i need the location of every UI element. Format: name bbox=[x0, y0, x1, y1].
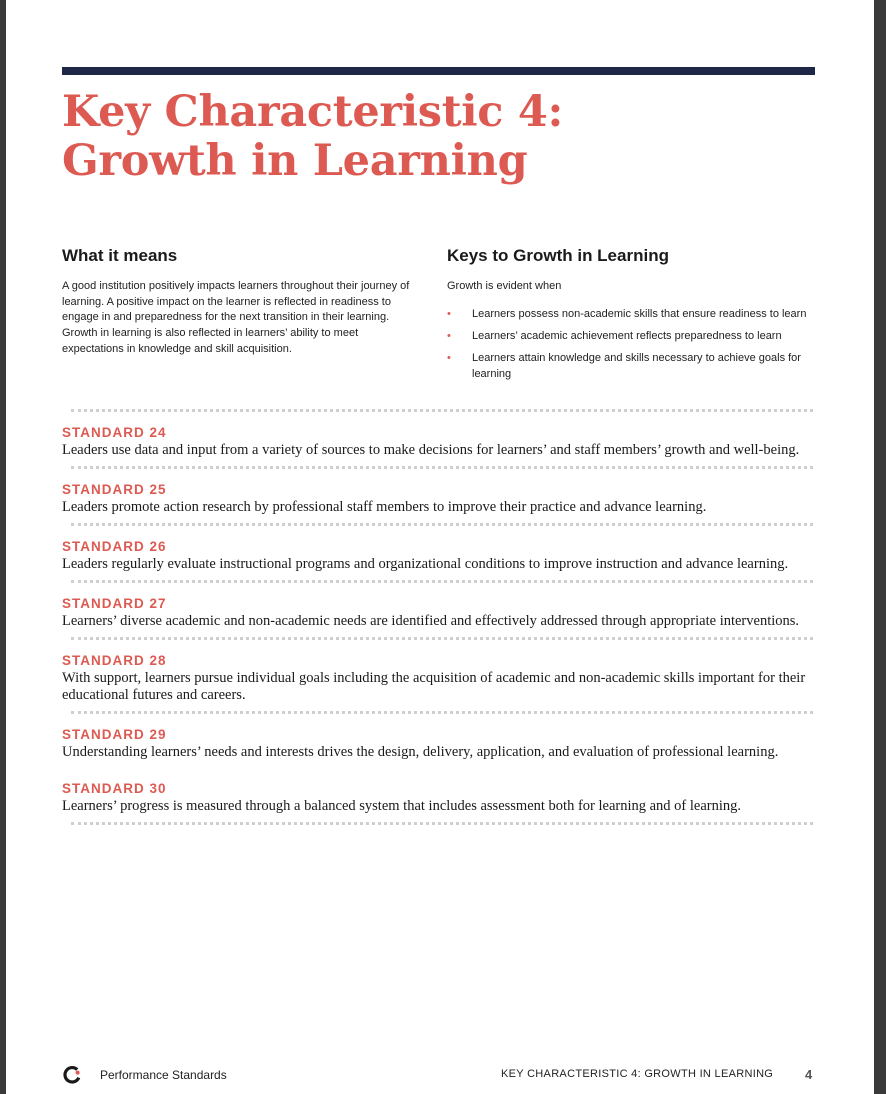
standard-label: STANDARD 30 bbox=[62, 781, 167, 796]
document-page bbox=[6, 0, 874, 1094]
standard-text: Leaders regularly evaluate instructional programs and organizational conditions to improve instruction and advance learning. bbox=[62, 556, 789, 572]
footer-doc-title: Performance Standards bbox=[100, 1068, 227, 1082]
page-number: 4 bbox=[805, 1067, 813, 1082]
what-it-means-body: A good institution positively impacts learners throughout their journey of learning. A positive impact on the learner is reflected in readiness to engage in and preparedness for the next transition in their learning. Growth in learning is also reflected in learners’ ability to meet expectations in knowledge and skill acquisition. bbox=[62, 280, 410, 355]
standard-item bbox=[62, 469, 815, 523]
footer-section-title: KEY CHARACTERISTIC 4: GROWTH IN LEARNING bbox=[501, 1068, 774, 1080]
standards-list bbox=[62, 409, 815, 825]
standard-label: STANDARD 26 bbox=[62, 539, 167, 554]
standard-item bbox=[62, 714, 815, 768]
keys-list-item bbox=[447, 351, 817, 382]
bullet-icon: • bbox=[447, 308, 451, 320]
page-title bbox=[62, 88, 762, 186]
cognia-logo-icon bbox=[62, 1065, 82, 1085]
standard-item bbox=[62, 583, 815, 637]
standard-text: Understanding learners’ needs and interests drives the design, delivery, application, and evaluation of professional learning. bbox=[62, 744, 779, 760]
dotted-divider bbox=[71, 822, 813, 825]
standard-item bbox=[62, 526, 815, 580]
page-title-line-2: Growth in Learning bbox=[62, 136, 528, 186]
standard-text: Learners’ progress is measured through a balanced system that includes assessment both for learning and of learning. bbox=[62, 798, 742, 814]
what-it-means-heading: What it means bbox=[62, 246, 178, 265]
standard-text: With support, learners pursue individual goals including the acquisition of academic and non-academic skills important for their educational futures and careers. bbox=[62, 670, 806, 703]
standard-text: Leaders promote action research by professional staff members to improve their practice and advance learning. bbox=[62, 499, 707, 515]
standard-item bbox=[62, 768, 815, 822]
keys-item-text: Learners’ academic achievement reflects preparedness to learn bbox=[472, 330, 782, 343]
standard-label: STANDARD 27 bbox=[62, 596, 167, 611]
standard-item bbox=[62, 640, 815, 711]
standard-label: STANDARD 24 bbox=[62, 425, 167, 440]
top-rule bbox=[62, 67, 815, 75]
page-title-line-1: Key Characteristic 4: bbox=[62, 87, 564, 137]
standard-text: Leaders use data and input from a variety of sources to make decisions for learners’ and staff members’ growth and well-being. bbox=[62, 442, 800, 458]
standard-label: STANDARD 29 bbox=[62, 727, 167, 742]
bullet-icon: • bbox=[447, 352, 451, 365]
keys-list-item bbox=[447, 307, 817, 323]
standard-label: STANDARD 25 bbox=[62, 482, 167, 497]
keys-list-item bbox=[447, 329, 817, 345]
keys-item-text: Learners attain knowledge and skills necessary to achieve goals for learning bbox=[472, 352, 801, 381]
bullet-icon: • bbox=[447, 330, 451, 343]
standard-item bbox=[62, 412, 815, 466]
keys-item-text: Learners possess non-academic skills that ensure readiness to learn bbox=[472, 308, 807, 320]
keys-lead: Growth is evident when bbox=[447, 280, 562, 292]
keys-list bbox=[447, 307, 817, 389]
standard-text: Learners’ diverse academic and non-academic needs are identified and effectively addressed through appropriate interventions. bbox=[62, 613, 800, 629]
keys-heading: Keys to Growth in Learning bbox=[447, 246, 669, 265]
standard-label: STANDARD 28 bbox=[62, 653, 167, 668]
